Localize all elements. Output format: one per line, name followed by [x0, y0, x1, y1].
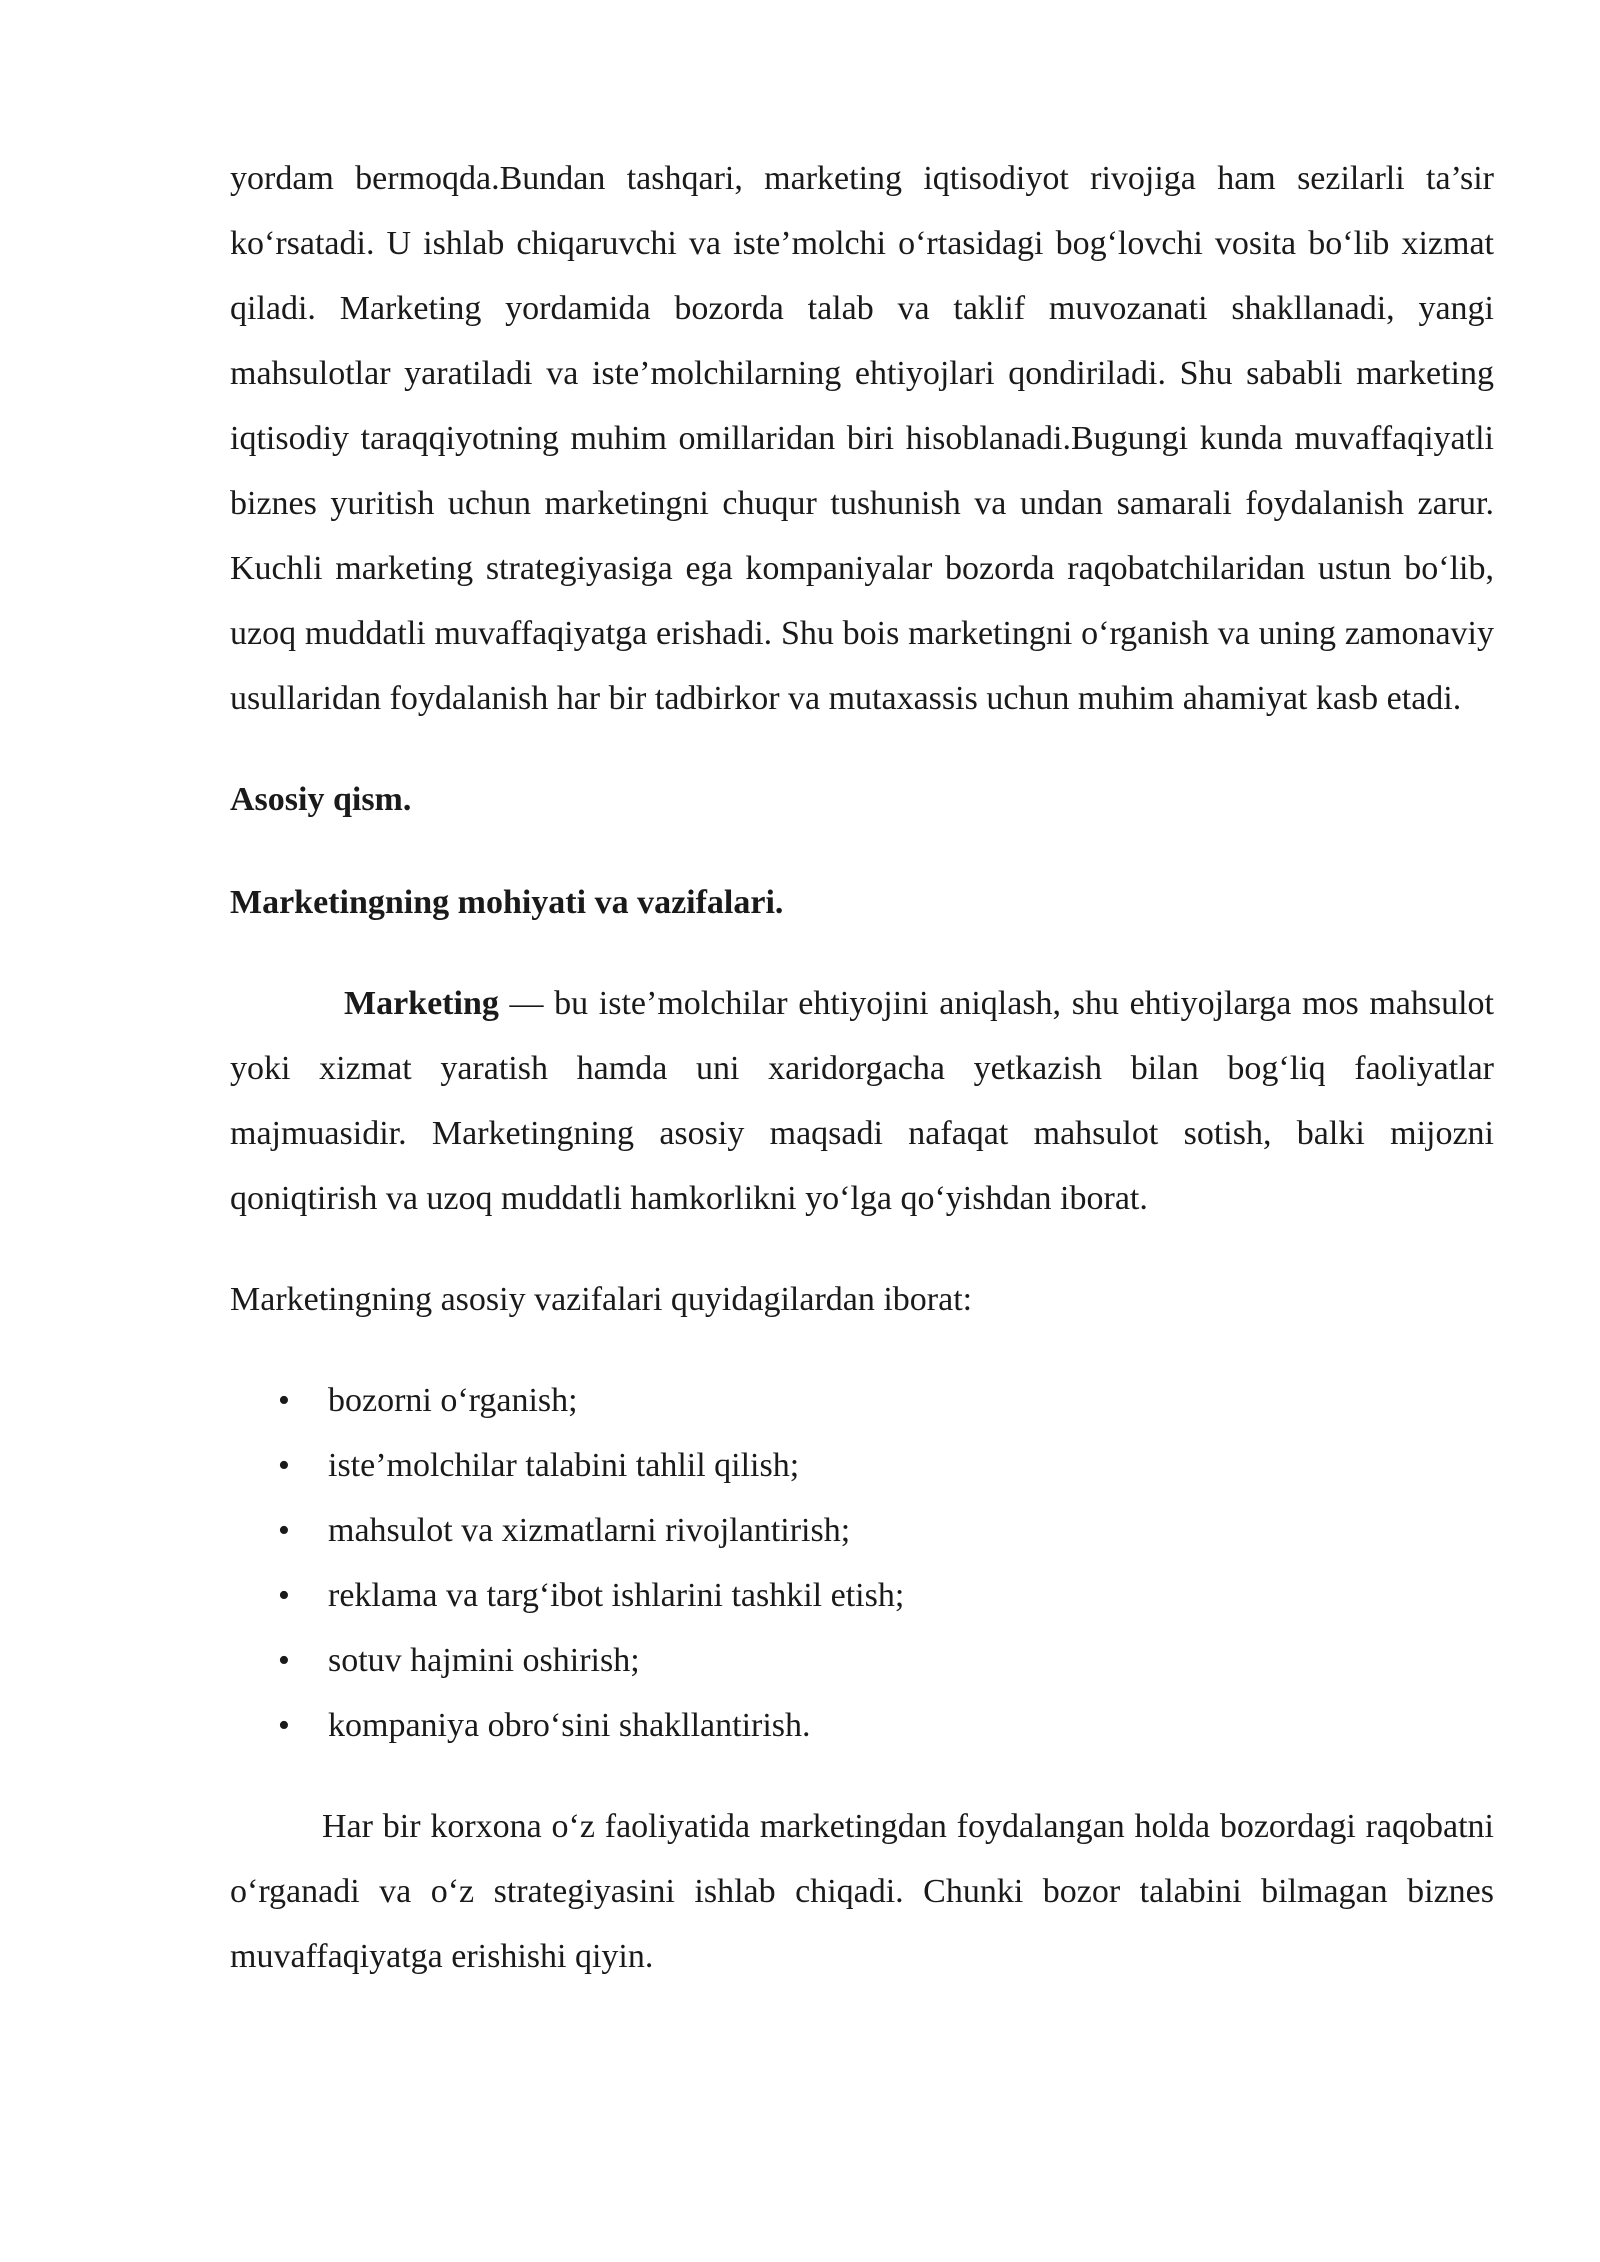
list-item-text: kompaniya obro‘sini shakllantirish. [328, 1707, 811, 1744]
list-item-text: reklama va targ‘ibot ishlarini tashkil etish; [328, 1577, 905, 1614]
list-item [230, 1563, 1494, 1628]
section-heading: Asosiy qism. [230, 781, 412, 818]
bullet-icon: • [278, 1512, 290, 1549]
list-item [230, 1628, 1494, 1693]
list-item [230, 1693, 1494, 1758]
list-item-text: iste’molchilar talabini tahlil qilish; [328, 1447, 800, 1484]
tasks-list [230, 1368, 1494, 1758]
bullet-icon: • [278, 1642, 290, 1679]
bullet-icon: • [278, 1447, 290, 1484]
list-item [230, 1498, 1494, 1563]
tasks-lead-paragraph: Marketingning asosiy vazifalari quyidagilardan iborat: [230, 1281, 973, 1318]
bullet-icon: • [278, 1577, 290, 1614]
subsection-heading: Marketingning mohiyati va vazifalari. [230, 884, 784, 921]
list-item [230, 1433, 1494, 1498]
bullet-icon: • [278, 1382, 290, 1419]
list-item-text: sotuv hajmini oshirish; [328, 1642, 640, 1679]
intro-paragraph: yordam bermoqda.Bundan tashqari, marketing iqtisodiyot rivojiga ham sezilarli ta’sir ko‘rsatadi. U ishlab chiqaruvchi va iste’molchi o‘rtasidagi bog‘lovchi vosita bo‘lib xizmat qiladi. Marketing yordamida bozorda talab va taklif muvozanati shakllanadi, yangi mahsulotlar yaratiladi va iste’molchilarning ehtiyojlari qondiriladi. Shu sababli marketing iqtisodiy taraqqiyotning muhim omillaridan biri hisoblanadi.Bugungi kunda muvaffaqiyatli biznes yuritish uchun marketingni chuqur tushunish va undan samarali foydalanish zarur. Kuchli marketing strategiyasiga ega kompaniyalar bozorda raqobatchilaridan ustun bo‘lib, uzoq muddatli muvaffaqiyatga erishadi. Shu bois marketingni o‘rganish va uning zamonaviy usullaridan foydalanish har bir tadbirkor va mutaxassis uchun muhim ahamiyat kasb etadi. [230, 160, 1494, 717]
definition-term: Marketing [344, 985, 499, 1022]
definition-paragraph [230, 971, 1494, 1231]
closing-paragraph: Har bir korxona o‘z faoliyatida marketingdan foydalangan holda bozordagi raqobatni o‘rganadi va o‘z strategiyasini ishlab chiqadi. Chunki bozor talabini bilmagan biznes muvaffaqiyatga erishishi qiyin. [230, 1808, 1494, 1975]
document-body [230, 146, 1494, 1989]
list-item-text: mahsulot va xizmatlarni rivojlantirish; [328, 1512, 851, 1549]
list-item [230, 1368, 1494, 1433]
definition-text: — bu iste’molchilar ehtiyojini aniqlash, shu ehtiyojlarga mos mahsulot yoki xizmat yaratish hamda uni xaridorgacha yetkazish bilan bog‘liq faoliyatlar majmuasidir. Marketingning asosiy maqsadi nafaqat mahsulot sotish, balki mijozni qoniqtirish va uzoq muddatli hamkorlikni yo‘lga qo‘yishdan iborat. [230, 985, 1494, 1217]
bullet-icon: • [278, 1707, 290, 1744]
list-item-text: bozorni o‘rganish; [328, 1382, 578, 1419]
